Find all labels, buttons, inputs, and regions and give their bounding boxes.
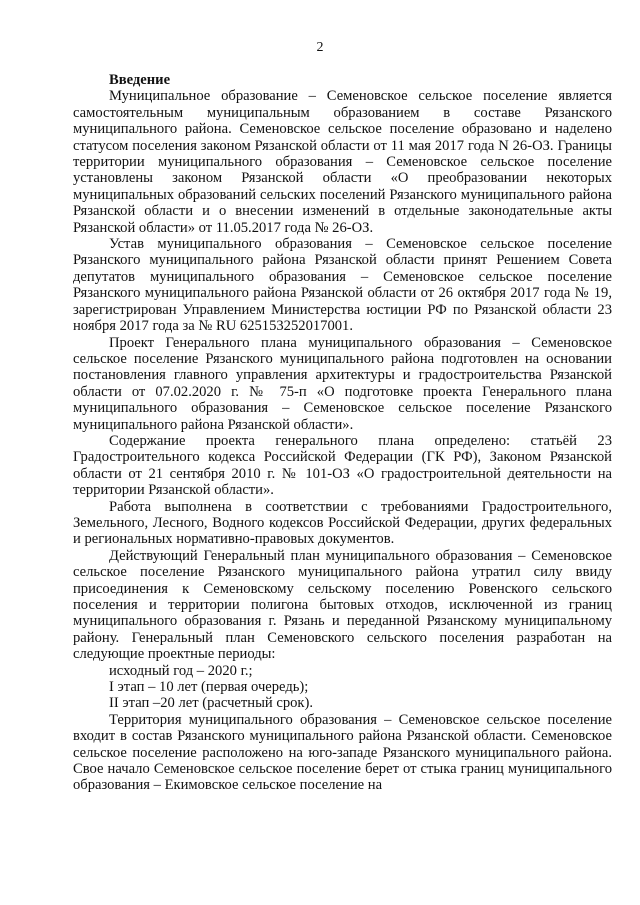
paragraph-regulations: Работа выполнена в соответствии с требованиями Градостроительного, Земельного, Лесного, Водного кодексов Российской Федерации, других федеральных и региональных нормативно-правовых документов. [73, 498, 612, 548]
section-heading: Введение [109, 72, 171, 88]
paragraph-municipality-status: Муниципальное образование – Семеновское сельское поселение является самостоятельным муниципальным образованием в составе Рязанского муниципального района. Семеновское сельское поселение образовано и наделено статусом поселения законом Рязанской области от 11 мая 2017 года N 26-ОЗ. Границы территории муниципального образования – Семеновское сельское поселение установлены законом Рязанской области «О преобразовании некоторых муниципальных образований сельских поселений Рязанского муниципального района Рязанской области и о внесении изменений в отдельные законодательные акты Рязанской области» от 11.05.2017 года № 26-ОЗ. [73, 88, 612, 236]
paragraph-territory: Территория муниципального образования – Семеновское сельское поселение входит в состав Рязанского муниципального района Рязанской области. Семеновское сельское поселение расположено на юго-западе Рязанского муниципального района. Свое начало Семеновское сельское поселение берет от стыка границ муниципального образования – Екимовское сельское поселение на [73, 711, 612, 794]
page-number: 2 [316, 40, 324, 55]
period-base-year: исходный год – 2020 г.; [109, 662, 253, 679]
document-body [73, 72, 612, 794]
paragraph-project-content: Содержание проекта генерального плана определено: статьёй 23 Градостроительного кодекса Российской Федерации (ГК РФ), Законом Рязанской области от 21 сентября 2010 г. № 101-ОЗ «О градостроительной деятельности на территории Рязанской области». [73, 432, 612, 499]
paragraph-charter: Устав муниципального образования – Семеновское сельское поселение Рязанского муниципального района Рязанской области принят Решением Совета депутатов муниципального образования – Семеновское сельское поселение Рязанского муниципального района Рязанской области от 26 октября 2017 года № 19, зарегистрирован Управлением Министерства юстиции РФ по Рязанской области 23 ноября 2017 года за № RU 625153252017001. [73, 236, 612, 335]
period-stage-2: II этап –20 лет (расчетный срок). [109, 695, 314, 712]
period-stage-1: I этап – 10 лет (первая очередь); [109, 679, 309, 696]
paragraph-project-basis: Проект Генерального плана муниципального образования – Семеновское сельское поселение Рязанского муниципального района подготовлен на основании постановления главного управления архитектуры и градостроительства Рязанской области от 07.02.2020 г. № 75-п «О подготовке проекта Генерального плана муниципального образования – Семеновское сельское поселение Рязанского муниципального района Рязанской области». [73, 334, 612, 433]
paragraph-current-plan: Действующий Генеральный план муниципального образования – Семеновское сельское поселение Рязанского муниципального района утратил силу ввиду присоединения к Семеновскому сельскому поселению Ровенского сельского поселения и территории полигона бытовых отходов, исключенной из границ муниципального образования г. Рязань и переданной Рязанскому муниципальному району. Генеральный план Семеновского сельского поселения разработан на следующие проектные периоды: [73, 547, 612, 663]
